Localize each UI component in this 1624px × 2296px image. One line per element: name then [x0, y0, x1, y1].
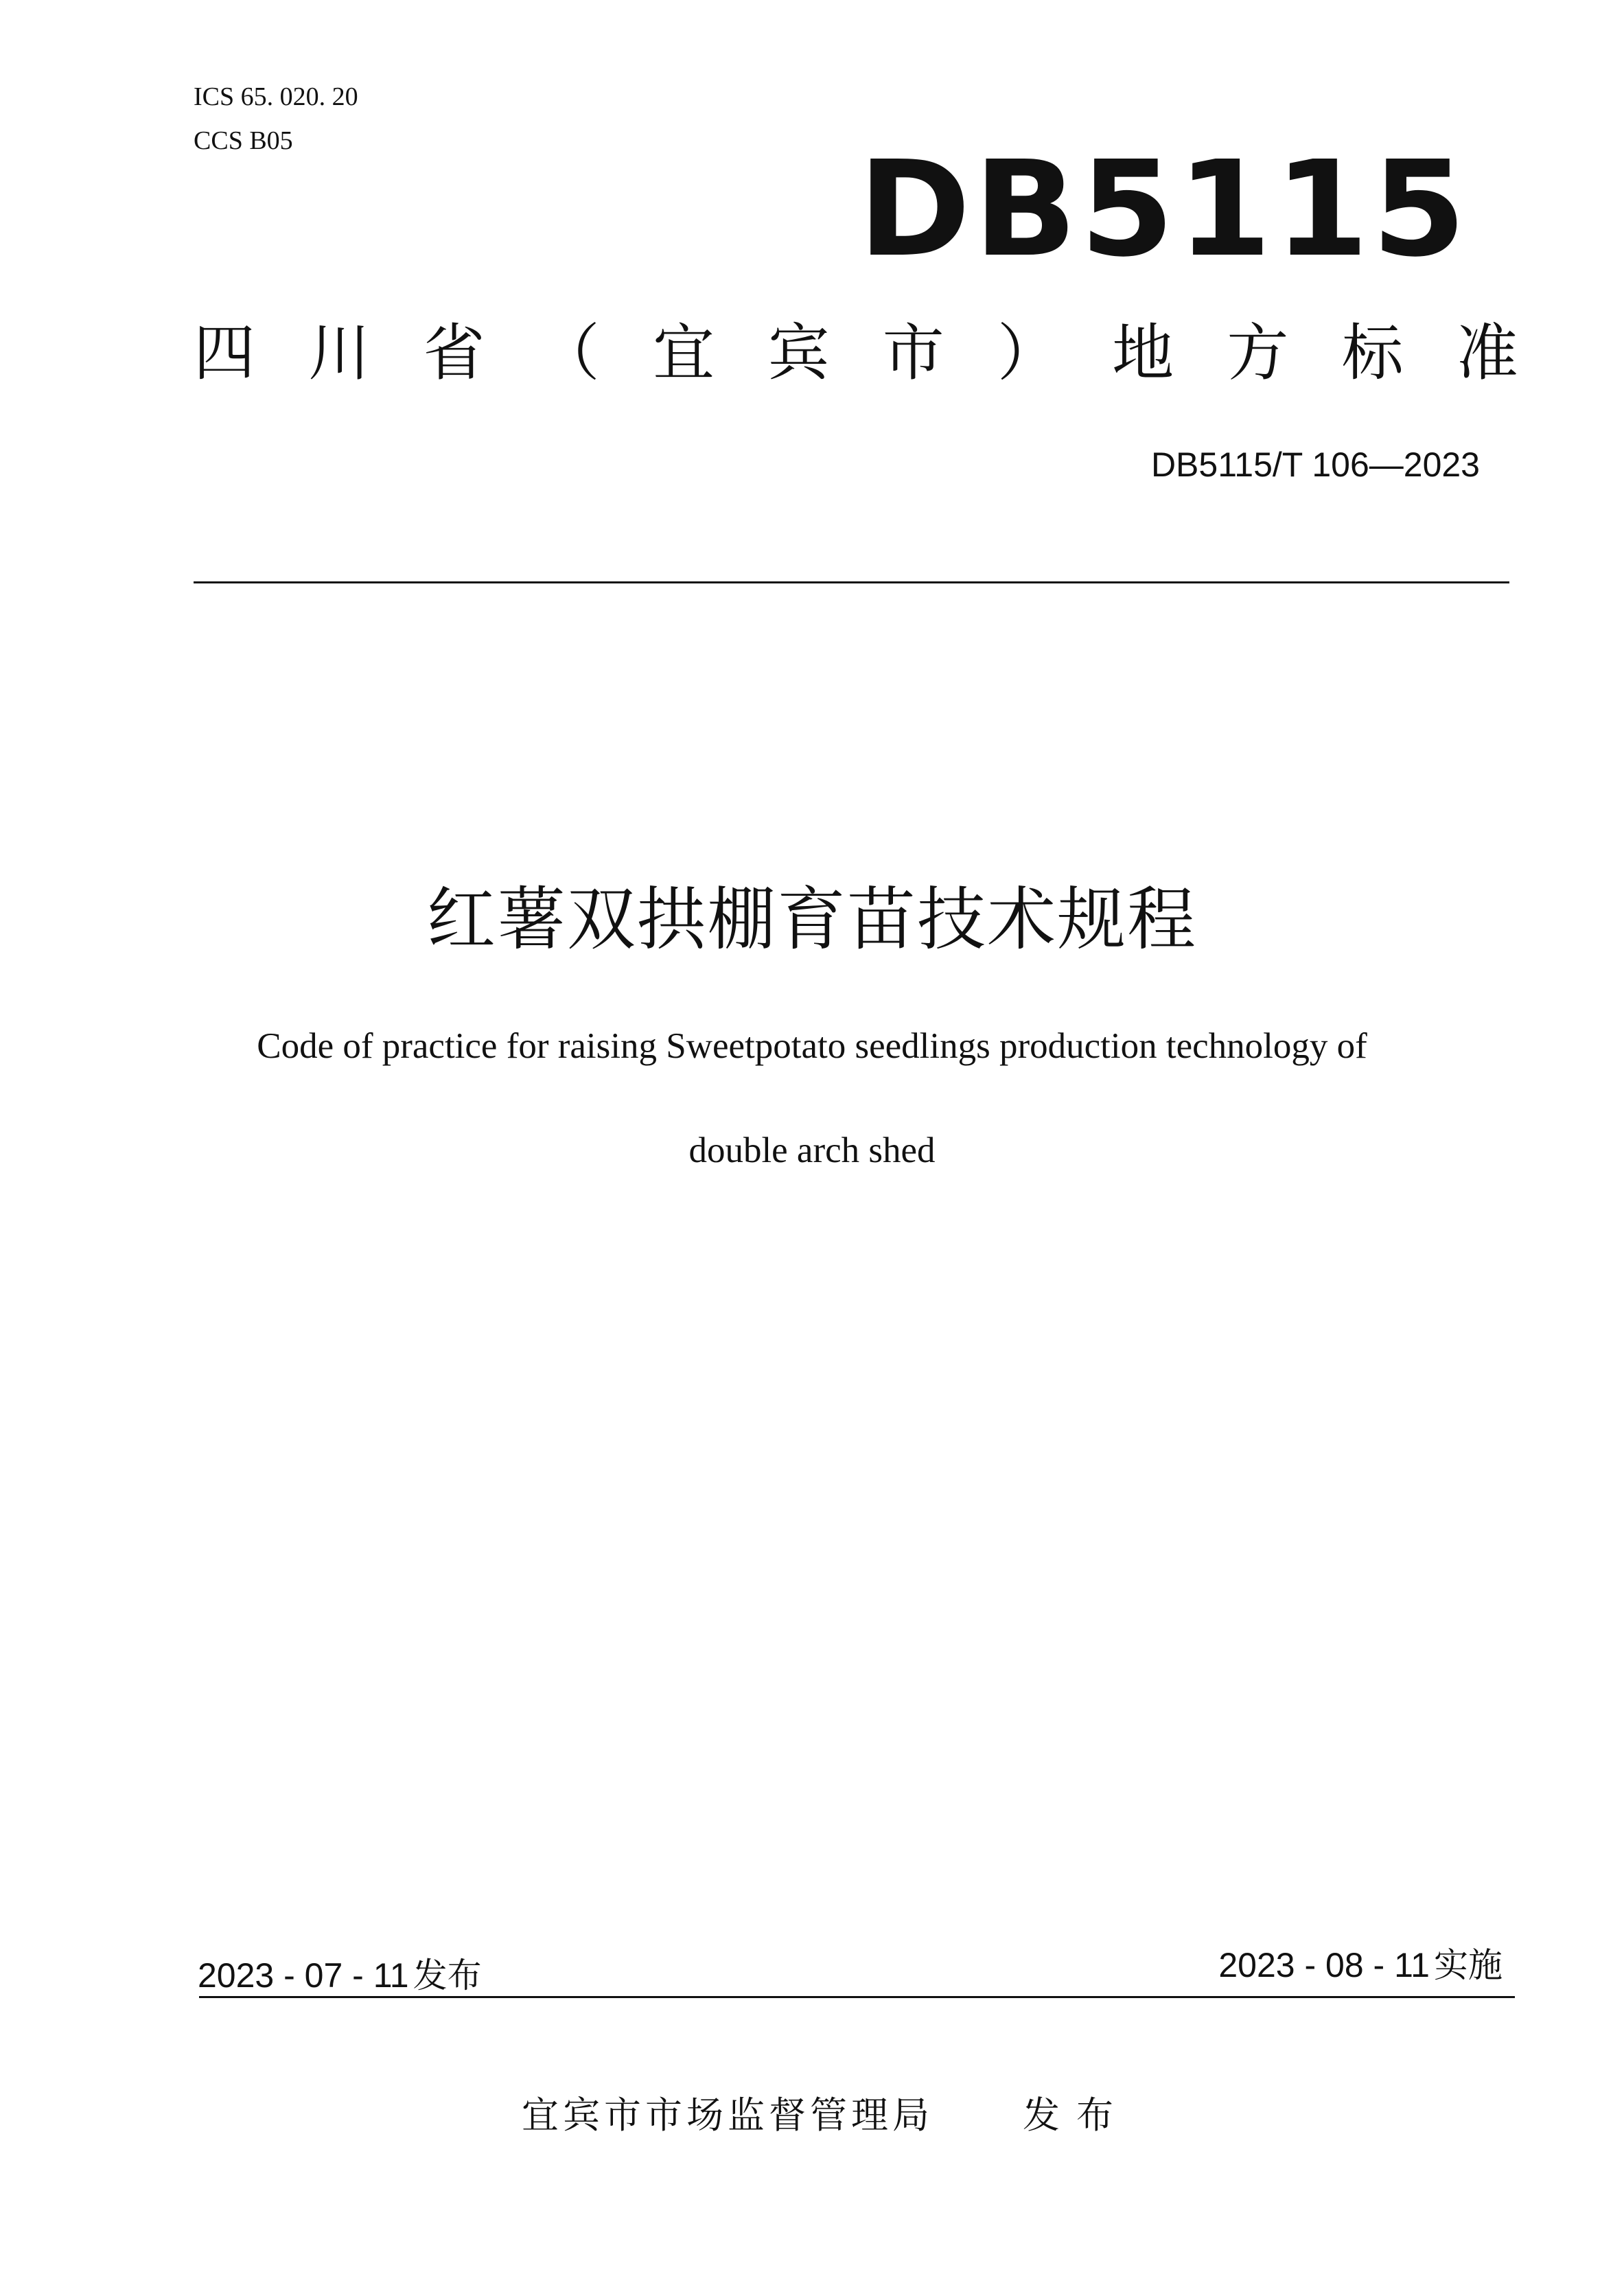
ics-code: ICS 65. 020. 20 — [194, 82, 358, 111]
title-chinese: 红薯双拱棚育苗技术规程 — [427, 879, 1197, 960]
standard-type-char: 四 — [194, 317, 255, 389]
publish-label: 发布 — [413, 1956, 482, 1995]
standard-type-char: ） — [997, 317, 1059, 389]
standard-type-char: 准 — [1456, 317, 1518, 389]
standard-type-char: 标 — [1341, 317, 1404, 389]
standard-type-char: 方 — [1227, 317, 1289, 389]
standard-type-char: 川 — [308, 317, 371, 389]
db-logo: DB5115 — [857, 133, 1469, 286]
standard-type-char: （ — [537, 317, 600, 389]
standard-type-char: 宜 — [653, 317, 715, 389]
standard-type-char: 市 — [882, 317, 944, 389]
issuing-authority: 宜宾市市场监督管理局 — [522, 2094, 933, 2137]
top-divider — [194, 581, 1509, 583]
publish-date — [198, 1958, 482, 1993]
implement-date-value: 2023 - 08 - 11 — [1218, 1946, 1430, 1984]
bottom-divider — [199, 1996, 1515, 1998]
standard-type-char: 省 — [423, 317, 485, 389]
standard-code: DB5115/T 106—2023 — [1150, 445, 1480, 484]
title-english-line-1: Code of practice for raising Sweetpotato seedlings production technology of — [257, 1026, 1367, 1066]
standard-type-char: 地 — [1112, 317, 1174, 389]
standard-type-char: 宾 — [767, 317, 830, 389]
title-english-line-2: double arch shed — [688, 1130, 936, 1170]
implement-label: 实施 — [1434, 1945, 1503, 1985]
standard-type-heading — [194, 317, 1518, 389]
implement-date — [1218, 1945, 1503, 1985]
ccs-code: CCS B05 — [194, 126, 293, 155]
publish-date-value: 2023 - 07 - 11 — [198, 1956, 409, 1995]
issue-action: 发布 — [1023, 2094, 1130, 2137]
